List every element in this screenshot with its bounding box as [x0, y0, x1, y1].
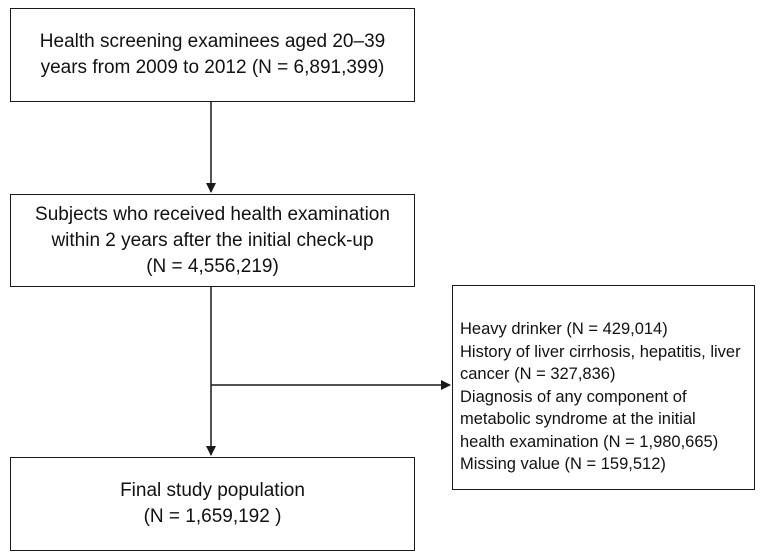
box-text-line: years from 2009 to 2012 (N = 6,891,399): [40, 57, 385, 78]
exclusion-text-line: health examination (N = 1,980,665): [460, 432, 719, 451]
exclusion-text-line: Diagnosis of any component of: [460, 387, 687, 406]
exclusion-text-line: metabolic syndrome at the initial: [460, 410, 696, 428]
exclusion-text-line: cancer (N = 327,836): [460, 365, 616, 383]
box-text-line: within 2 years after the initial check-up: [51, 229, 374, 251]
box-text-line: (N = 4,556,219): [146, 255, 279, 277]
exclusion-text-line: Heavy drinker (N = 429,014): [460, 320, 668, 338]
follow-up-examination-box: [10, 194, 415, 287]
box-text-line: Final study population: [120, 480, 305, 501]
exclusion-criteria-box: [452, 285, 755, 490]
box-text-line: Subjects who received health examination: [35, 203, 390, 225]
exclusion-text-line: Missing value (N = 159,512): [460, 455, 666, 473]
box-text-line: Health screening examinees aged 20–39: [39, 31, 386, 52]
final-study-population-box: [10, 457, 415, 551]
screening-examinees-box: [10, 8, 415, 102]
exclusion-text-line: History of liver cirrhosis, hepatitis, liver: [460, 342, 741, 361]
box-text-line: (N = 1,659,192 ): [143, 506, 282, 527]
